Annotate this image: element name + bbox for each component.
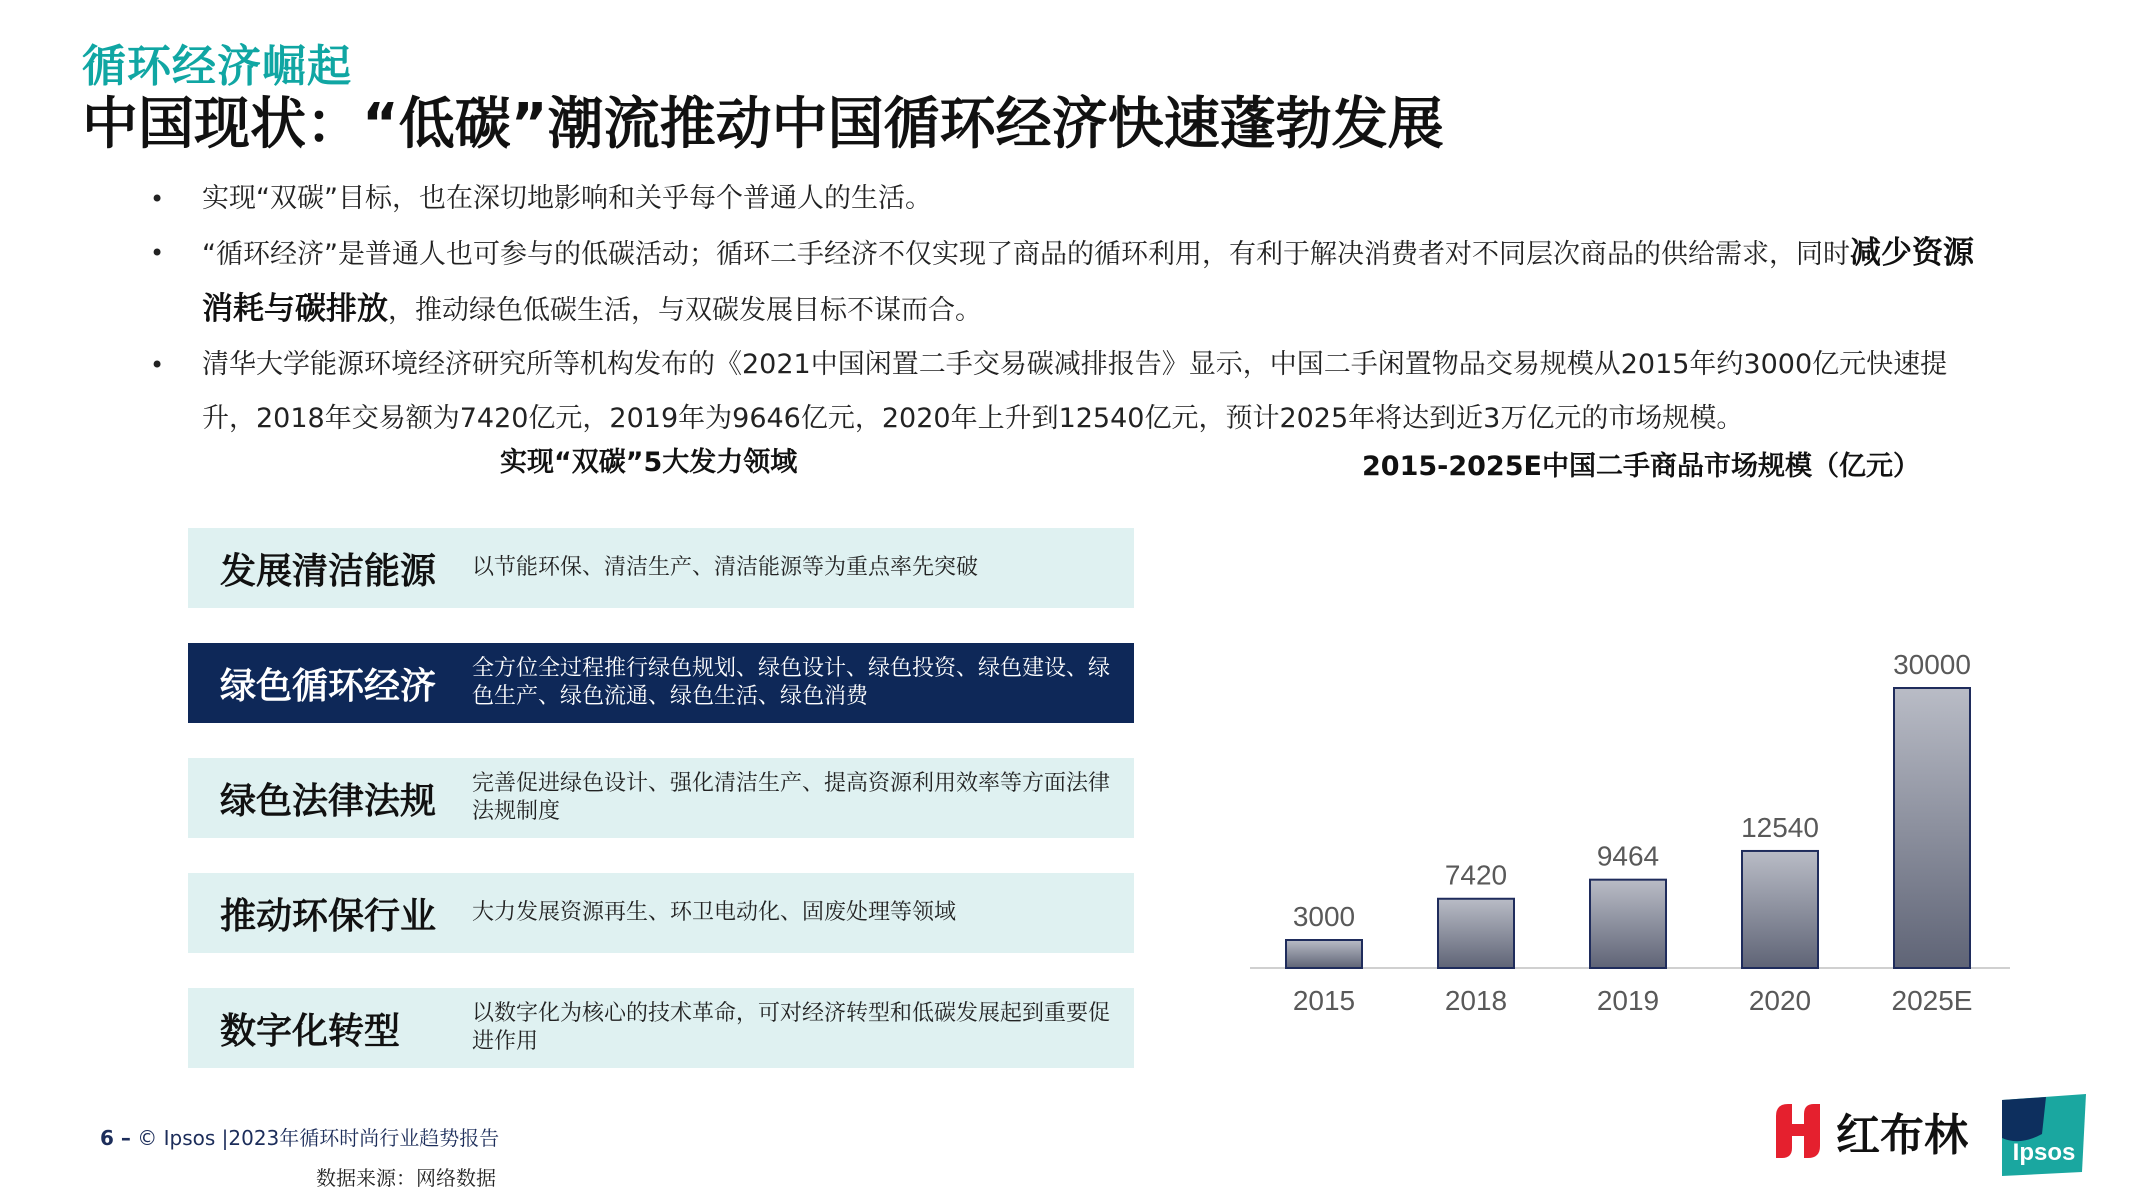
focus-area-desc: 完善促进绿色设计、强化清洁生产、提高资源利用效率等方面法律法规制度	[472, 771, 1111, 824]
x-tick-label-2019: 2019	[1596, 985, 1660, 1016]
market-size-chart	[1240, 600, 2040, 1040]
ipsos-logo-text: Ipsos	[2012, 1139, 2076, 1166]
focus-area-row	[188, 988, 1134, 1068]
data-source: 数据来源：网络数据	[316, 1166, 496, 1190]
focus-area-row	[188, 643, 1134, 723]
data-label-2020: 12540	[1741, 811, 1819, 843]
bar-2019	[1590, 880, 1666, 968]
x-tick-label-2020: 2020	[1748, 985, 1812, 1016]
section-eyebrow: 循环经济崛起	[82, 41, 352, 92]
hongbulin-brand-text: 红布林	[1836, 1110, 1968, 1161]
focus-area-desc: 大力发展资源再生、环卫电动化、固废处理等领域	[472, 900, 957, 925]
bullet-list	[140, 172, 1980, 446]
bullet-item	[140, 226, 1980, 338]
bar-2025E	[1894, 688, 1970, 968]
bullet-highlight: 减少资源消耗与碳排放	[202, 235, 1974, 327]
data-label-2018: 7420	[1444, 859, 1508, 891]
focus-area-row	[188, 528, 1134, 608]
focus-areas-list	[188, 528, 1134, 1103]
focus-area-name: 绿色循环经济	[220, 665, 437, 707]
bar-2015	[1286, 940, 1362, 968]
bullet-dot: •	[150, 185, 165, 213]
data-label-2015: 3000	[1292, 901, 1356, 932]
chart-title: 2015-2025E中国二手商品市场规模（亿元）	[1362, 451, 1920, 482]
data-label-2025E: 30000	[1893, 649, 1971, 680]
x-tick-label-2015: 2015	[1292, 985, 1356, 1016]
focus-area-name: 数字化转型	[220, 1010, 401, 1052]
hongbulin-logo-icon	[1770, 1098, 1826, 1164]
bar-chart-svg	[1240, 600, 2040, 1040]
ipsos-logo-icon	[1998, 1090, 2090, 1176]
x-tick-label-2025E: 2025E	[1891, 985, 1973, 1016]
copyright-text: © Ipsos |2023年循环时尚行业趋势报告	[137, 1126, 500, 1150]
focus-area-name: 绿色法律法规	[220, 780, 437, 822]
focus-area-desc: 以节能环保、清洁生产、清洁能源等为重点率先突破	[472, 555, 979, 580]
focus-area-name: 发展清洁能源	[220, 550, 437, 592]
bullet-dot: •	[150, 351, 165, 379]
bullet-dot: •	[150, 239, 165, 267]
data-label-2019: 9464	[1596, 840, 1660, 872]
hongbulin-logo	[1770, 1098, 1968, 1164]
bar-2018	[1438, 899, 1514, 968]
bar-2020	[1742, 851, 1818, 968]
focus-area-desc: 全方位全过程推行绿色规划、绿色设计、绿色投资、绿色建设、绿色生产、绿色流通、绿色生活、绿色消费	[472, 656, 1111, 709]
focus-area-desc: 以数字化为核心的技术革命，可对经济转型和低碳发展起到重要促进作用	[472, 1001, 1111, 1054]
focus-area-row	[188, 873, 1134, 953]
areas-title: 实现“双碳”5大发力领域	[500, 447, 798, 478]
page-title: 中国现状：“低碳”潮流推动中国循环经济快速蓬勃发展	[82, 92, 1444, 157]
bullet-item	[140, 172, 1980, 226]
page-number: 6 –	[100, 1126, 131, 1150]
footer-copyright	[100, 1122, 499, 1151]
focus-area-row	[188, 758, 1134, 838]
x-tick-label-2018: 2018	[1444, 985, 1508, 1016]
bullet-text: “循环经济”是普通人也可参与的低碳活动；循环二手经济不仅实现了商品的循环利用，有利于解决消费者对不同层次商品的供给需求，同时	[202, 239, 1850, 270]
focus-area-name: 推动环保行业	[220, 895, 437, 937]
bullet-text: 清华大学能源环境经济研究所等机构发布的《2021中国闲置二手交易碳减排报告》显示，中国二手闲置物品交易规模从2015年约3000亿元快速提升，2018年交易额为7420亿元，2019年为9646亿元，2020年上升到12540亿元，预计2025年将达到近3万亿元的市场规模。	[202, 349, 1948, 434]
bullet-text-tail: ，推动绿色低碳生活，与双碳发展目标不谋而合。	[388, 295, 982, 326]
bullet-text: 实现“双碳”目标，也在深切地影响和关乎每个普通人的生活。	[202, 183, 932, 214]
bullet-item	[140, 338, 1980, 446]
